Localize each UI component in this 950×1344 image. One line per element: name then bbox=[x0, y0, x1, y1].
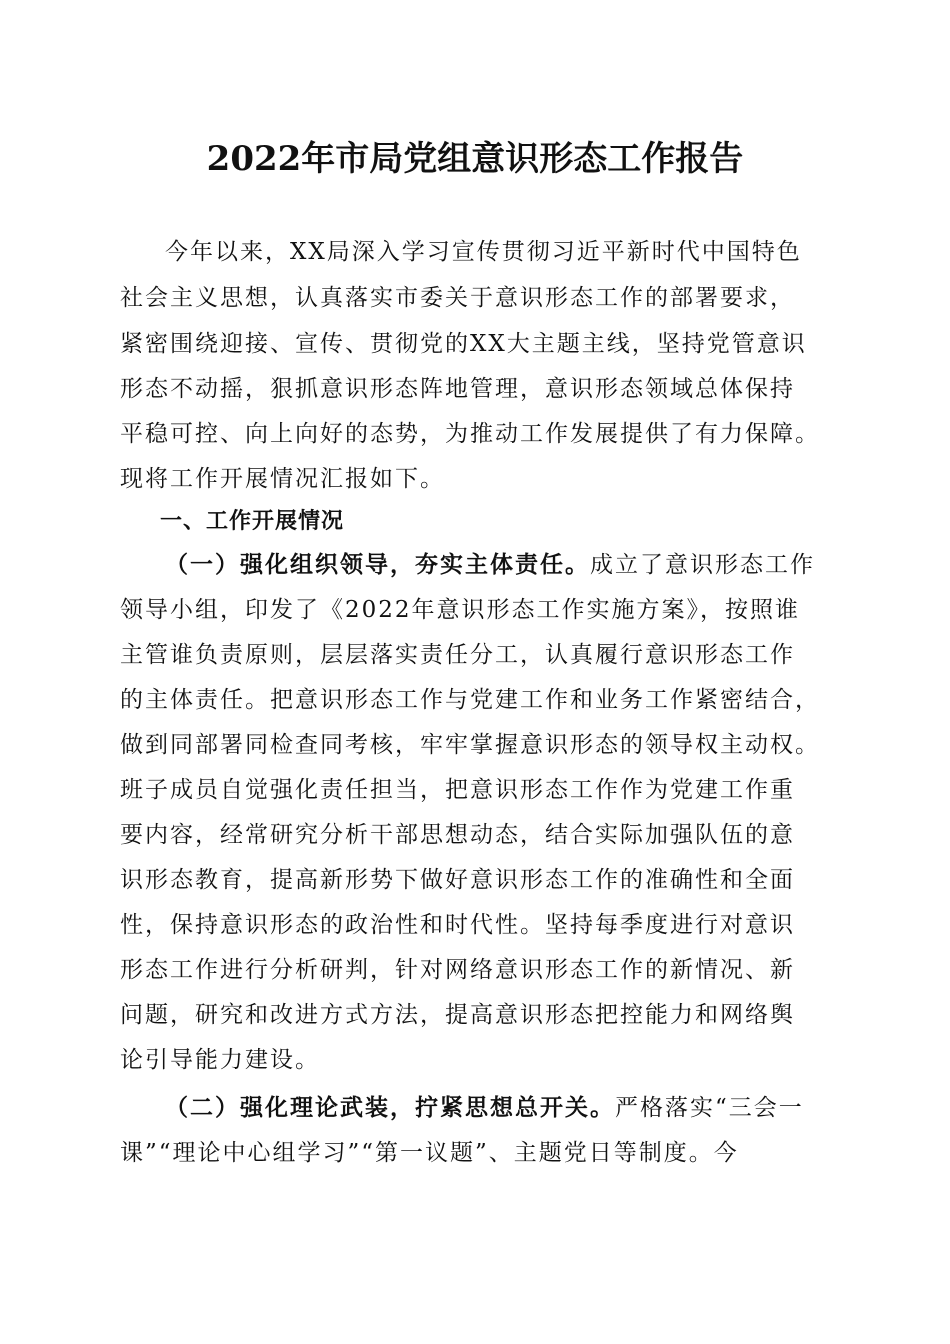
sub1-lead: （一）强化组织领导，夯实主体责任。 bbox=[165, 552, 590, 578]
sub1-line-4: 做到同部署同检查同考核，牢牢掌握意识形态的领导权主动权。 bbox=[120, 732, 820, 758]
intro-line-6: 现将工作开展情况汇报如下。 bbox=[120, 466, 445, 492]
sub1-line-10: 问题，研究和改进方式方法，提高意识形态把控能力和网络舆 bbox=[120, 1002, 795, 1028]
sub2-first-line-rest: 严格落实“三会一 bbox=[615, 1095, 804, 1121]
sub2-first-line bbox=[165, 1088, 835, 1128]
sub2-lead: （二）强化理论武装，拧紧思想总开关。 bbox=[165, 1095, 615, 1121]
sub1-line-2: 主管谁负责原则，层层落实责任分工，认真履行意识形态工作 bbox=[120, 642, 795, 668]
intro-line-4: 形态不动摇，狠抓意识形态阵地管理，意识形态领域总体保持 bbox=[120, 376, 795, 402]
sub1-line-1: 领导小组，印发了《2022年意识形态工作实施方案》，按照谁 bbox=[120, 597, 801, 623]
sub1-line-5: 班子成员自觉强化责任担当，把意识形态工作作为党建工作重 bbox=[120, 777, 795, 803]
sub1-line-9: 形态工作进行分析研判，针对网络意识形态工作的新情况、新 bbox=[120, 957, 795, 983]
intro-line-3: 紧密围绕迎接、宣传、贯彻党的XX大主题主线，坚持党管意识 bbox=[120, 331, 807, 357]
intro-line-2: 社会主义思想，认真落实市委关于意识形态工作的部署要求， bbox=[120, 285, 795, 311]
sub1-line-11: 论引导能力建设。 bbox=[120, 1047, 320, 1073]
sub1-line-8: 性，保持意识形态的政治性和时代性。坚持每季度进行对意识 bbox=[120, 912, 795, 938]
sub1-line-3: 的主体责任。把意识形态工作与党建工作和业务工作紧密结合， bbox=[120, 687, 820, 713]
intro-line-5: 平稳可控、向上向好的态势，为推动工作发展提供了有力保障。 bbox=[120, 421, 820, 447]
document-title: 2022年市局党组意识形态工作报告 bbox=[206, 139, 744, 179]
intro-line-1: 今年以来，XX局深入学习宣传贯彻习近平新时代中国特色 bbox=[165, 239, 802, 265]
sub1-first-line bbox=[165, 545, 835, 585]
sub1-first-line-rest: 成立了意识形态工作 bbox=[590, 552, 815, 578]
section-heading-1: 一、工作开展情况 bbox=[160, 509, 345, 534]
sub1-line-6: 要内容，经常研究分析干部思想动态，结合实际加强队伍的意 bbox=[120, 822, 795, 848]
sub1-line-7: 识形态教育，提高新形势下做好意识形态工作的准确性和全面 bbox=[120, 867, 795, 893]
sub2-line-1: 课”“理论中心组学习”“第一议题”、主题党日等制度。今 bbox=[120, 1140, 739, 1166]
